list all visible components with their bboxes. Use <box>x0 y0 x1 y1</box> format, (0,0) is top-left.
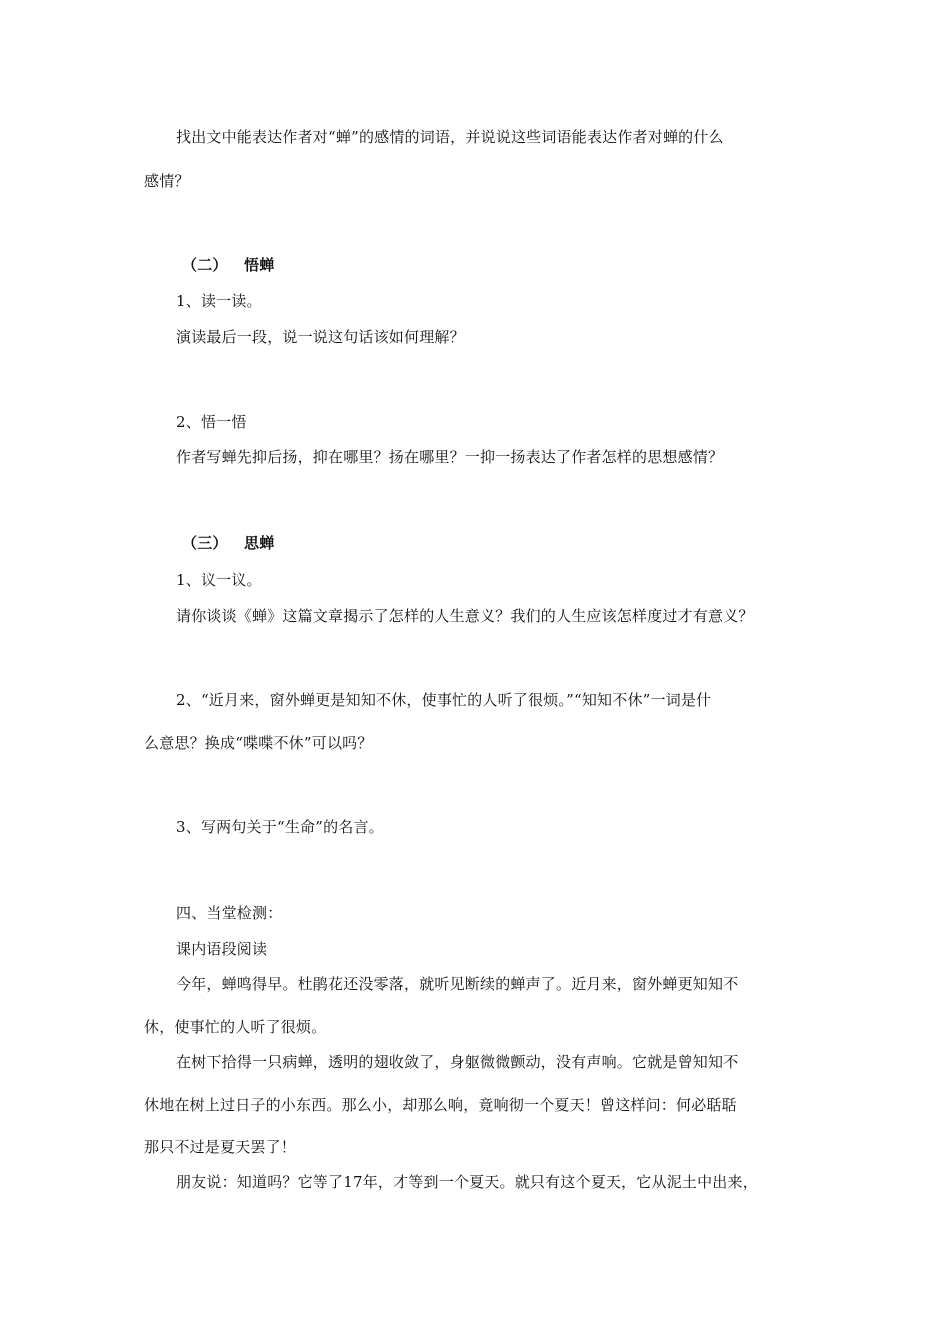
item-phrase-line2: 么意思？换成“喋喋不休”可以吗？ <box>144 734 373 752</box>
item-discuss-question: 请你谈谈《蝉》这篇文章揭示了怎样的人生意义？我们的人生应该怎样度过才有意义？ <box>176 607 754 625</box>
passage-p1-line2: 休，使事忙的人听了很烦。 <box>144 1018 327 1036</box>
passage-p2-line2: 休地在树上过日子的小东西。那么小，却那么响，竟响彻一个夏天！曾这样问：何必聒聒 <box>144 1096 737 1114</box>
section-heading-wuchan <box>182 255 274 275</box>
passage-p2-line1: 在树下拾得一只病蝉，透明的翅收敛了，身躯微微颤动，没有声响。它就是曾知知不 <box>176 1053 739 1071</box>
item-comprehend-label: 2、悟一悟 <box>176 413 247 431</box>
item-comprehend-question: 作者写蝉先抑后扬，抑在哪里？扬在哪里？一抑一扬表达了作者怎样的思想感情？ <box>176 448 724 466</box>
item-phrase-line1: 2、“近月来，窗外蝉更是知知不休，使事忙的人听了很烦。”“知知不休”一词是什 <box>176 691 712 709</box>
passage-p1-line1: 今年，蝉鸣得早。杜鹃花还没零落，就听见断续的蝉声了。近月来，窗外蝉更知知不 <box>176 975 739 993</box>
item-quotes: 3、写两句关于“生命”的名言。 <box>176 818 384 836</box>
item-discuss-label: 1、议一议。 <box>176 571 262 589</box>
passage-p3-line1: 朋友说：知道吗？它等了17年，才等到一个夏天。就只有这个夏天，它从泥土中出来， <box>176 1173 758 1191</box>
section-number: （二） <box>182 256 228 274</box>
question-feeling-line2: 感情？ <box>144 172 190 190</box>
item-read-question: 演读最后一段，说一说这句话该如何理解？ <box>176 328 465 346</box>
section-title: 悟蝉 <box>244 256 275 274</box>
section-heading-test: 四、当堂检测： <box>176 904 283 922</box>
section-heading-sichan <box>182 533 274 553</box>
section-number: （三） <box>182 534 228 552</box>
reading-subheading: 课内语段阅读 <box>176 940 268 958</box>
passage-p2-line3: 那只不过是夏天罢了！ <box>144 1138 297 1156</box>
item-read-label: 1、读一读。 <box>176 292 262 310</box>
section-title: 思蝉 <box>244 534 275 552</box>
question-feeling-line1: 找出文中能表达作者对“蝉”的感情的词语，并说说这些词语能表达作者对蝉的什么 <box>176 128 724 146</box>
